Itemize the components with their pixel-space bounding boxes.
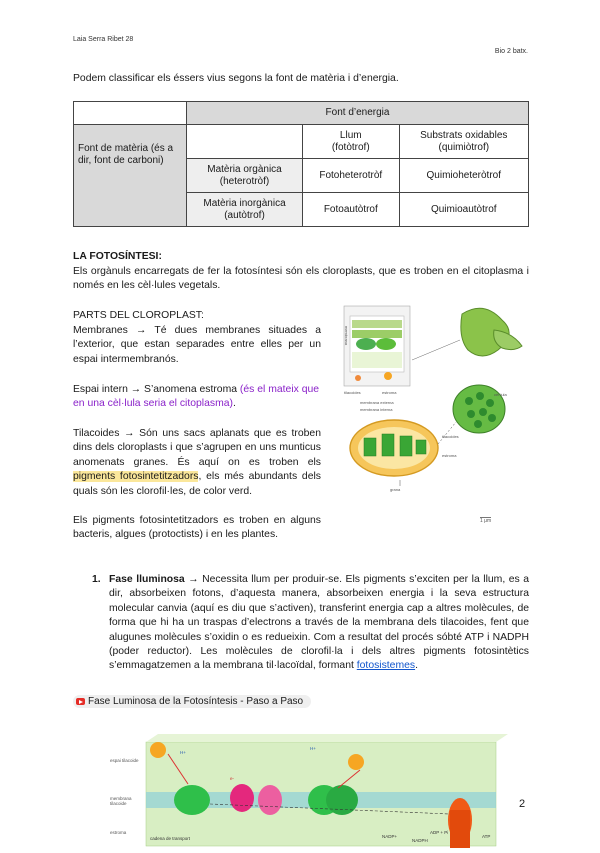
thylakoids-text [73, 427, 321, 499]
video-title: Fase Luminosa de la Fotosíntesis - Paso a Paso [88, 696, 304, 707]
chloroplast-figure [342, 300, 532, 530]
diagram-label-stroma: estroma [110, 830, 127, 835]
figure-label-outer-membrane: membrana externa [360, 400, 394, 405]
figure-label-stroma-2: estroma [442, 453, 457, 458]
table-empty-cell [187, 125, 303, 159]
thylakoids-text-b: , els més abundants dels quals són les clorofil·les, de color verd. [73, 471, 321, 497]
thylakoids-text-a: Tilacoides → Són uns sacs aplanats que es troben dins dels cloroplasts i que s’agrupen en uns munticus anomenats granes. És aquí on es troben els [73, 428, 321, 468]
header-course: Bio 2 batx. [494, 48, 528, 55]
membranes-text: Membranes → Té dues membranes situades a l’exterior, que estan separades entre elles per un espai intermembranós. [73, 325, 321, 365]
diagram-label-adp: ADP + Pi [430, 830, 449, 835]
pigments-highlight: pigments fotosintetitzadors [73, 471, 199, 483]
photosynthesis-intro: Els orgànuls encarregats de fer la fotosíntesi són els cloroplasts, que es troben en el citoplasma i només en les cèl·lules vegetals. [73, 266, 529, 292]
light-phase-title: Fase lluminosa [109, 574, 185, 585]
classification-table [73, 101, 529, 227]
page-number: 2 [519, 798, 526, 810]
light-phase-text [109, 573, 529, 674]
cell-photoautotroph: Fotoautòtrof [303, 193, 400, 227]
chloroplast-parts-title: PARTS DEL CLOROPLAST: [73, 310, 204, 321]
stroma-note: (és el mateix que en una cèl·lula seria el citoplasma) [73, 384, 320, 410]
diagram-label-h1: H+ [180, 750, 186, 755]
figure-label-thylakoids-2: tilacoides [442, 434, 459, 439]
figure-scale-caption: 1 μm [480, 518, 492, 524]
figure-label-stroma: estroma [382, 390, 397, 395]
table-empty-corner [74, 102, 187, 125]
light-phase-end: . [415, 660, 418, 672]
video-chip[interactable] [73, 692, 311, 710]
row-organic-header: Matèria orgànica (heterotròf) [187, 159, 303, 193]
header-author: Laia Serra Ribet 28 [73, 36, 134, 43]
cell-photoheterotroph: Fotoheterotròf [303, 159, 400, 193]
cell-chemoheterotroph: Quimioheteròtrof [399, 159, 528, 193]
diagram-label-nadph: NADPH [412, 838, 428, 843]
diagram-label-h2: H+ [310, 746, 316, 751]
figure-label-grana: grana [390, 487, 401, 492]
internal-space-label: Espai intern → S’anomena estroma [73, 384, 238, 395]
intro-text: Podem classificar els éssers vius segons la font de matèria i d’energia. [73, 73, 399, 84]
col-light-header: Llum (fotòtrof) [303, 125, 400, 159]
photosystems-link[interactable]: fotosistemes [356, 660, 416, 672]
cell-chemoautotroph: Quimioautòtrof [399, 193, 528, 227]
chloroplast-illustration [342, 300, 532, 530]
energy-header: Font d’energia [187, 102, 529, 125]
light-phase-body: → Necessita llum per produir-se. Els pigments s’exciten per la llum, es a dir, absorbeixen fotons, d’aquesta manera, absorbeixen energia i la seva estructura molecular canvia (aquí es diu que s’activen), transferint energia cap a altres molècules, de forma que hi ha un traspas d’electrons a través de la membrana dels tilacoides, fent que alugunes molècules s’oxidin o es redueixin. Com a resultat del procés sóbté ATP i NADPH (poder reductor). Les molècules de clorofil·la i dels altres pigments fotosintètics s’emmagatzemen a la membrana til·lacoïdal, formant [109, 574, 529, 672]
diagram-label-nadp: NADP+ [382, 834, 398, 839]
internal-space-text [73, 383, 323, 412]
pigments-text: Els pigments fotosintetitzadors es troben en alguns bacteris, algues (protoctists) i en les plantes. [73, 515, 321, 541]
diagram-label-chain: cadena de transport [150, 836, 191, 841]
matter-header: Font de matèria (és a dir, font de carboni) [74, 125, 187, 227]
figure-label-membrane: membrana [344, 326, 349, 346]
diagram-label-lumen: espai tilacoide [110, 758, 139, 763]
figure-label-thylakoids: tilacoides [344, 390, 361, 395]
youtube-icon [76, 698, 85, 705]
diagram-label-membrane: membrana tilacoide [110, 796, 132, 806]
list-number: 1. [92, 574, 101, 585]
figure-label-inner-membrane: membrana interna [360, 407, 393, 412]
diagram-label-electron: e- [230, 776, 235, 781]
section-title-photosynthesis: LA FOTOSÍNTESI: [73, 251, 162, 262]
figure-label-cell: cèl·lula [494, 392, 507, 397]
col-chem-header: Substrats oxidables (quimiòtrof) [399, 125, 528, 159]
light-phase-diagram [110, 734, 508, 848]
internal-space-end: . [232, 398, 236, 410]
diagram-label-atp: ATP [482, 834, 491, 839]
row-inorganic-header: Matèria inorgànica (autòtrof) [187, 193, 303, 227]
